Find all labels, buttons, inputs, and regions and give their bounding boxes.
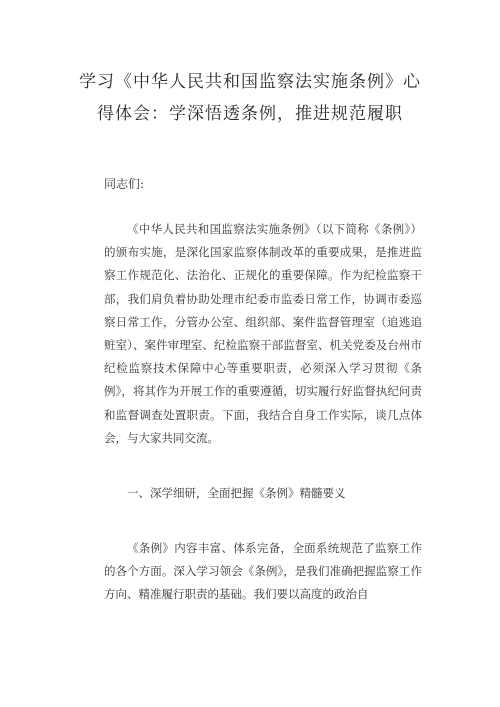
section-heading-1: 一、深学细研，全面把握《条例》精髓要义 bbox=[127, 486, 346, 500]
salutation: 同志们: bbox=[104, 177, 145, 191]
body-paragraph-2: 《条例》内容丰富、体系完备，全面系统规范了监察工作的各个方面。深入学习领会《条例》，是我们准确把握监察工作方向、精准履行职责的基础。我们要以高度的政治自 bbox=[104, 541, 422, 602]
document-title bbox=[60, 66, 440, 130]
body-paragraph-1: 《中华人民共和国监察法实施条例》（以下简称《条例》）的颁布实施，是深化国家监察体制改革的重要成果，是推进监察工作规范化、法治化、正规化的重要保障。作为纪检监察干部，我们肩负着协助处理市纪委市监委日常工作，协调市委巡察日常工作，分管办公室、组织部、案件监督管理室（追逃追赃室）、案件审理室、纪检监察干部监督室、机关党委及台州市纪检监察技术保障中心等重要职责，必须深入学习贯彻《条例》，将其作为开展工作的重要遵循，切实履行好监督执纪问责和监督调查处置职责。下面，我结合自身工作实际，谈几点体会，与大家共同交流。 bbox=[104, 222, 422, 445]
title-line-1: 学习《中华人民共和国监察法实施条例》心 bbox=[79, 72, 421, 92]
title-line-2: 得体会：学深悟透条例，推进规范履职 bbox=[97, 104, 403, 124]
